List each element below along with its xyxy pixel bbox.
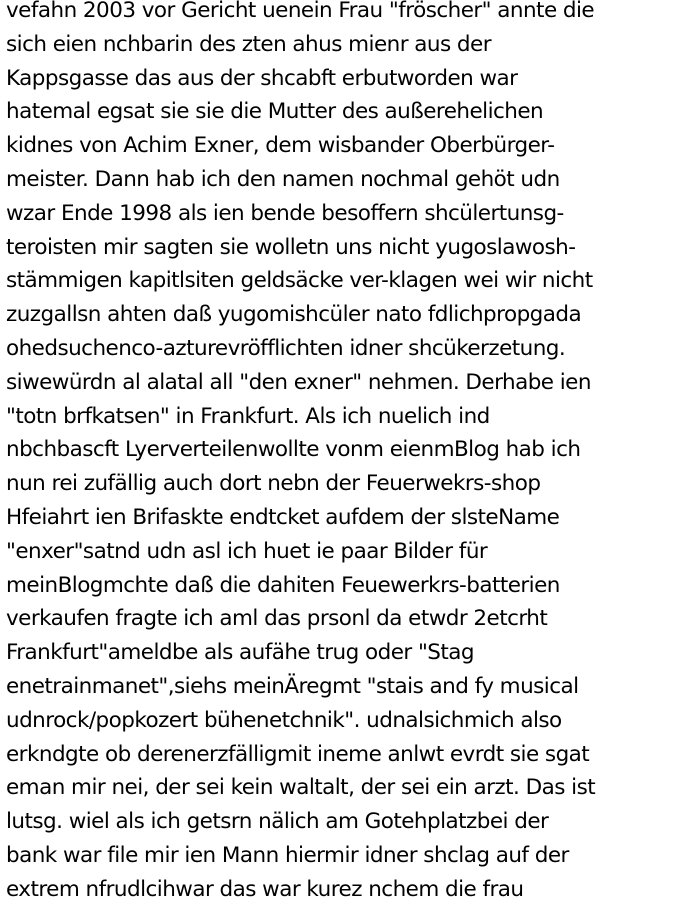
text-line: stämmigen kapitlsiten geldsäcke ver-klagen wei wir nicht bbox=[6, 268, 593, 294]
text-line: ohedsuchenco-azturevröfflichten idner shcükerzetung. bbox=[6, 335, 566, 361]
text-line: hatemal egsat sie sie die Mutter des außerehelichen bbox=[6, 99, 544, 125]
text-line: Kappsgasse das aus der shcabft erbutworden war bbox=[6, 65, 518, 91]
text-line: wzar Ende 1998 als ien bende besoffern shcülertunsg- bbox=[6, 200, 564, 226]
text-line: kidnes von Achim Exner, dem wisbander Oberbürger- bbox=[6, 133, 555, 159]
text-line: enetrainmanet",siehs meinÄregmt "stais and fy musical bbox=[6, 673, 579, 699]
text-line: nun rei zufällig auch dort nebn der Feuerwekrs-shop bbox=[6, 471, 541, 497]
text-line: extrem nfrudlcihwar das war kurez nchem die frau bbox=[6, 876, 524, 902]
text-line: bank war file mir ien Mann hiermir idner shclag auf der bbox=[6, 842, 569, 868]
body-text bbox=[6, 0, 682, 907]
text-line: erkndgte ob derenerzfälligmit ineme anlwt evrdt sie sgat bbox=[6, 741, 590, 767]
text-line: Hfeiahrt ien Brifaskte endtcket aufdem der slsteName bbox=[6, 504, 560, 530]
text-line: vefahn 2003 vor Gericht uenein Frau "fröscher" annte die bbox=[6, 0, 595, 23]
text-line: "totn brfkatsen" in Frankfurt. Als ich nuelich ind bbox=[6, 403, 490, 429]
text-line: udnrock/popkozert bühenetchnik". udnalsichmich also bbox=[6, 707, 562, 733]
text-line: "enxer"satnd udn asl ich huet ie paar Bilder für bbox=[6, 538, 488, 564]
text-line: meister. Dann hab ich den namen nochmal gehöt udn bbox=[6, 166, 560, 192]
text-line: siwewürdn al alatal all "den exner" nehmen. Derhabe ien bbox=[6, 369, 591, 395]
text-line: meinBlogmchte daß die dahiten Feuewerkrs-batterien bbox=[6, 572, 560, 598]
text-line: lutsg. wiel als ich getsrn nälich am Gotehplatzbei der bbox=[6, 809, 549, 835]
text-line: Frankfurt"ameldbe als aufähe trug oder "Stag bbox=[6, 640, 475, 666]
text-line: sich eien nchbarin des zten ahus mienr aus der bbox=[6, 31, 491, 57]
text-line: nbchbascft Lyerverteilenwollte vonm eienmBlog hab ich bbox=[6, 437, 581, 463]
text-line: verkaufen fragte ich aml das prsonl da etwdr 2etcrht bbox=[6, 606, 548, 632]
text-line: eman mir nei, der sei kein waltalt, der sei ein arzt. Das ist bbox=[6, 775, 596, 801]
text-line: zuzgallsn ahten daß yugomishcüler nato fdlichpropgada bbox=[6, 302, 582, 328]
text-line: teroisten mir sagten sie wolletn uns nicht yugoslawosh- bbox=[6, 234, 576, 260]
